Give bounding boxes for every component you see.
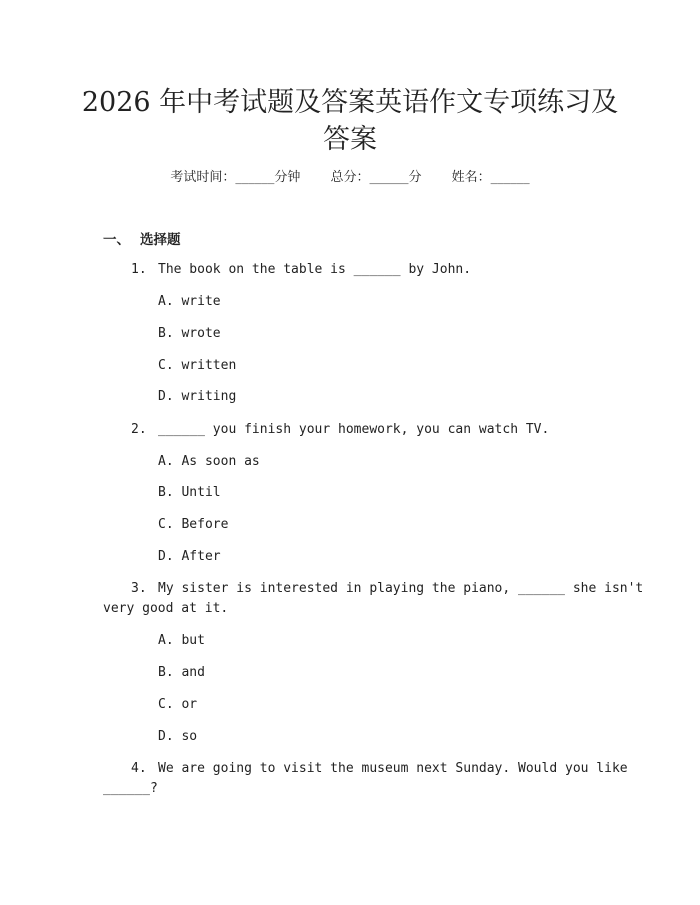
question-2-option-a: A. As soon as xyxy=(158,454,260,469)
exam-name-blank: ______ xyxy=(490,170,530,185)
question-2 xyxy=(131,420,549,440)
question-2-option-d: D. After xyxy=(158,549,221,564)
question-3 xyxy=(131,579,643,599)
exam-score xyxy=(330,168,421,188)
section-number: 一、 xyxy=(103,232,130,248)
question-number: 4. xyxy=(131,761,147,776)
document-title-line2: 答案 xyxy=(323,124,377,155)
section-title: 选择题 xyxy=(140,232,181,248)
exam-time-unit: 分钟 xyxy=(274,170,301,185)
document-title xyxy=(70,84,630,158)
question-1-option-b: B. wrote xyxy=(158,326,221,341)
question-3-continuation: very good at it. xyxy=(103,601,229,616)
question-3-option-b: B. and xyxy=(158,665,205,680)
question-4-continuation: ______? xyxy=(103,781,158,796)
question-4 xyxy=(131,759,628,779)
question-1-option-c: C. written xyxy=(158,358,237,373)
question-3-option-c: C. or xyxy=(158,697,198,712)
question-1-option-a: A. write xyxy=(158,294,221,309)
exam-name xyxy=(452,168,530,188)
exam-time-blank: ______ xyxy=(235,170,275,185)
question-2-option-b: B. Until xyxy=(158,485,221,500)
exam-meta xyxy=(0,168,700,188)
question-number: 3. xyxy=(131,581,147,596)
question-1 xyxy=(131,260,471,280)
document-title-line1: 2026 年中考试题及答案英语作文专项练习及 xyxy=(81,87,619,118)
question-text: My sister is interested in playing the piano, ______ she isn't xyxy=(158,581,644,596)
exam-score-label: 总分： xyxy=(330,170,370,185)
question-text: The book on the table is ______ by John. xyxy=(158,262,472,277)
question-number: 2. xyxy=(131,422,147,437)
exam-score-blank: ______ xyxy=(369,170,409,185)
question-text: We are going to visit the museum next Sunday. Would you like xyxy=(158,761,628,776)
exam-time-label: 考试时间： xyxy=(170,170,236,185)
section-heading xyxy=(103,230,181,250)
question-number: 1. xyxy=(131,262,147,277)
question-1-option-d: D. writing xyxy=(158,389,237,404)
question-2-option-c: C. Before xyxy=(158,517,229,532)
exam-time xyxy=(170,168,300,188)
question-3-option-a: A. but xyxy=(158,633,205,648)
exam-score-unit: 分 xyxy=(408,170,422,185)
exam-name-label: 姓名： xyxy=(451,170,491,185)
question-3-option-d: D. so xyxy=(158,729,198,744)
question-text: ______ you finish your homework, you can watch TV. xyxy=(158,422,550,437)
